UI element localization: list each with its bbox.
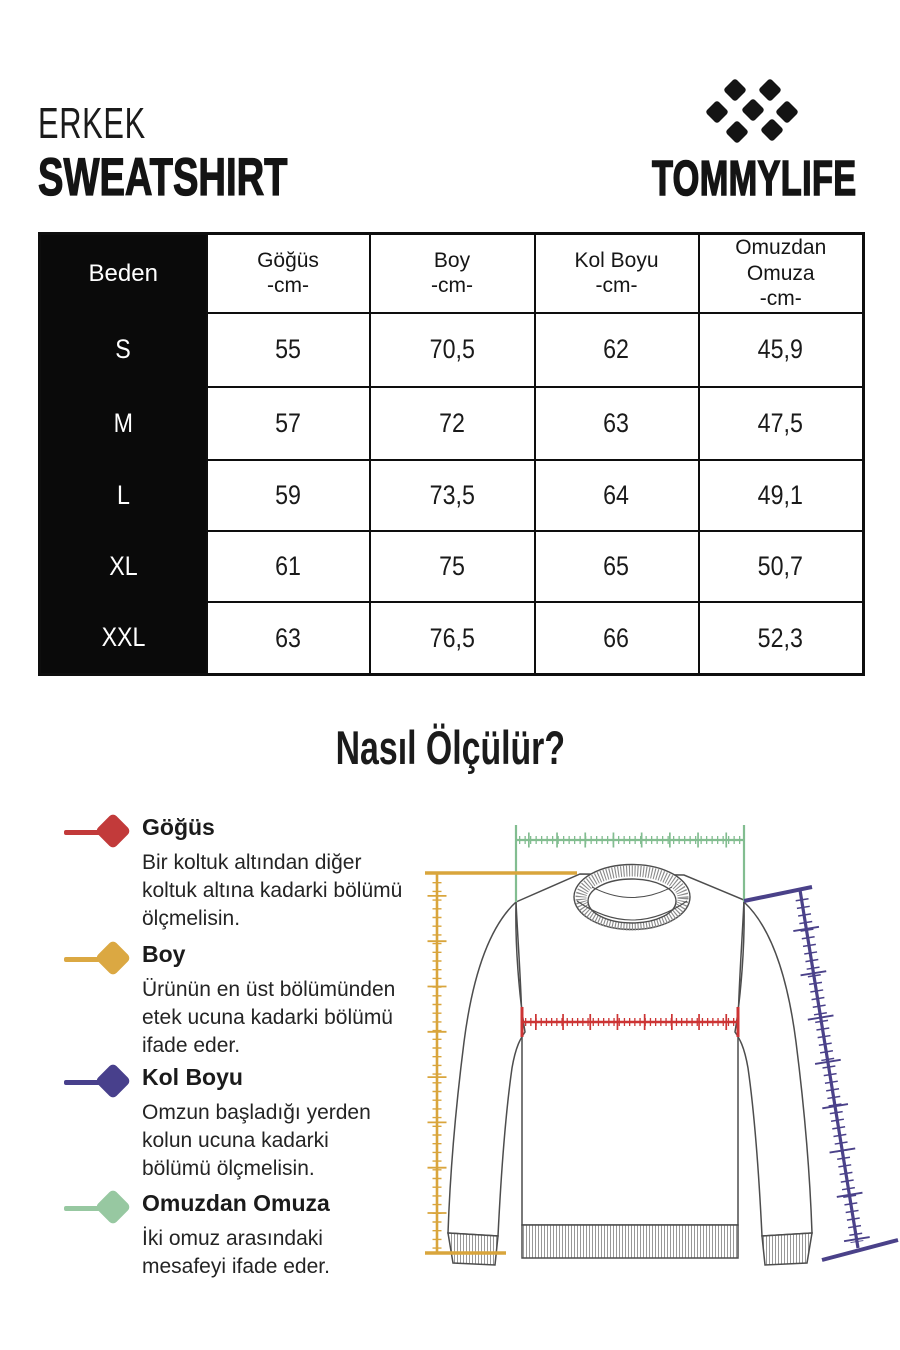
value-cell: 61 (207, 531, 370, 602)
value-cell: 57 (207, 387, 370, 460)
legend-diamond-icon (95, 1189, 132, 1226)
size-cell: XXL (40, 602, 207, 675)
legend-title: Kol Boyu (142, 1064, 243, 1090)
size-cell: M (40, 387, 207, 460)
table-row (40, 602, 864, 675)
legend-diamond-icon (95, 813, 132, 850)
value-cell: 75 (370, 531, 535, 602)
value-cell: 59 (207, 460, 370, 531)
value-cell: 66 (535, 602, 699, 675)
value-cell: 72 (370, 387, 535, 460)
value-cell: 73,5 (370, 460, 535, 531)
column-header-shoulder: Omuzdan Omuza -cm- (699, 234, 864, 313)
legend-description: Bir koltuk altından diğer koltuk altına kadarki bölümü ölçmelisin. (142, 850, 403, 930)
legend-diamond-icon (95, 940, 132, 977)
value-cell: 47,5 (699, 387, 864, 460)
legend-item-shoulder (38, 1190, 438, 1281)
collar (574, 865, 690, 930)
brand-name: TOMMYLIFE (652, 152, 857, 206)
value-cell: 45,9 (699, 313, 864, 387)
legend-title: Göğüs (142, 814, 215, 840)
value-cell: 64 (535, 460, 699, 531)
sweatshirt-outline (448, 874, 812, 1265)
category-title: ERKEK (38, 99, 146, 148)
value-cell: 63 (535, 387, 699, 460)
size-cell: L (40, 460, 207, 531)
column-header-sleeve: Kol Boyu -cm- (535, 234, 699, 313)
sweatshirt-measure-diagram (420, 790, 900, 1350)
value-cell: 55 (207, 313, 370, 387)
legend-description: Omzun başladığı yerden kolun ucuna kadarki bölümü ölçmelisin. (142, 1100, 371, 1180)
brand-diamonds-icon (695, 70, 820, 150)
legend-description: İki omuz arasındaki mesafeyi ifade eder. (142, 1226, 330, 1278)
value-cell: 63 (207, 602, 370, 675)
legend-item-length (38, 941, 438, 1060)
legend-diamond-icon (95, 1063, 132, 1100)
value-cell: 70,5 (370, 313, 535, 387)
table-row (40, 313, 864, 387)
size-cell: XL (40, 531, 207, 602)
column-header-length: Boy -cm- (370, 234, 535, 313)
table-row (40, 460, 864, 531)
value-cell: 49,1 (699, 460, 864, 531)
value-cell: 52,3 (699, 602, 864, 675)
table-header-row (40, 234, 864, 313)
size-cell: S (40, 313, 207, 387)
column-header-chest: Göğüs -cm- (207, 234, 370, 313)
size-table (38, 232, 865, 676)
legend-title: Omuzdan Omuza (142, 1190, 330, 1216)
value-cell: 65 (535, 531, 699, 602)
legend-description: Ürünün en üst bölümünden etek ucuna kadarki bölümü ifade eder. (142, 977, 396, 1057)
legend-item-sleeve (38, 1064, 438, 1183)
how-to-measure-title: Nasıl Ölçülür? (335, 721, 565, 774)
product-title: SWEATSHIRT (38, 148, 288, 207)
legend-title: Boy (142, 941, 186, 967)
column-header-size: Beden (40, 234, 207, 313)
table-row (40, 387, 864, 460)
legend-item-chest (38, 814, 438, 933)
value-cell: 62 (535, 313, 699, 387)
value-cell: 50,7 (699, 531, 864, 602)
value-cell: 76,5 (370, 602, 535, 675)
table-row (40, 531, 864, 602)
